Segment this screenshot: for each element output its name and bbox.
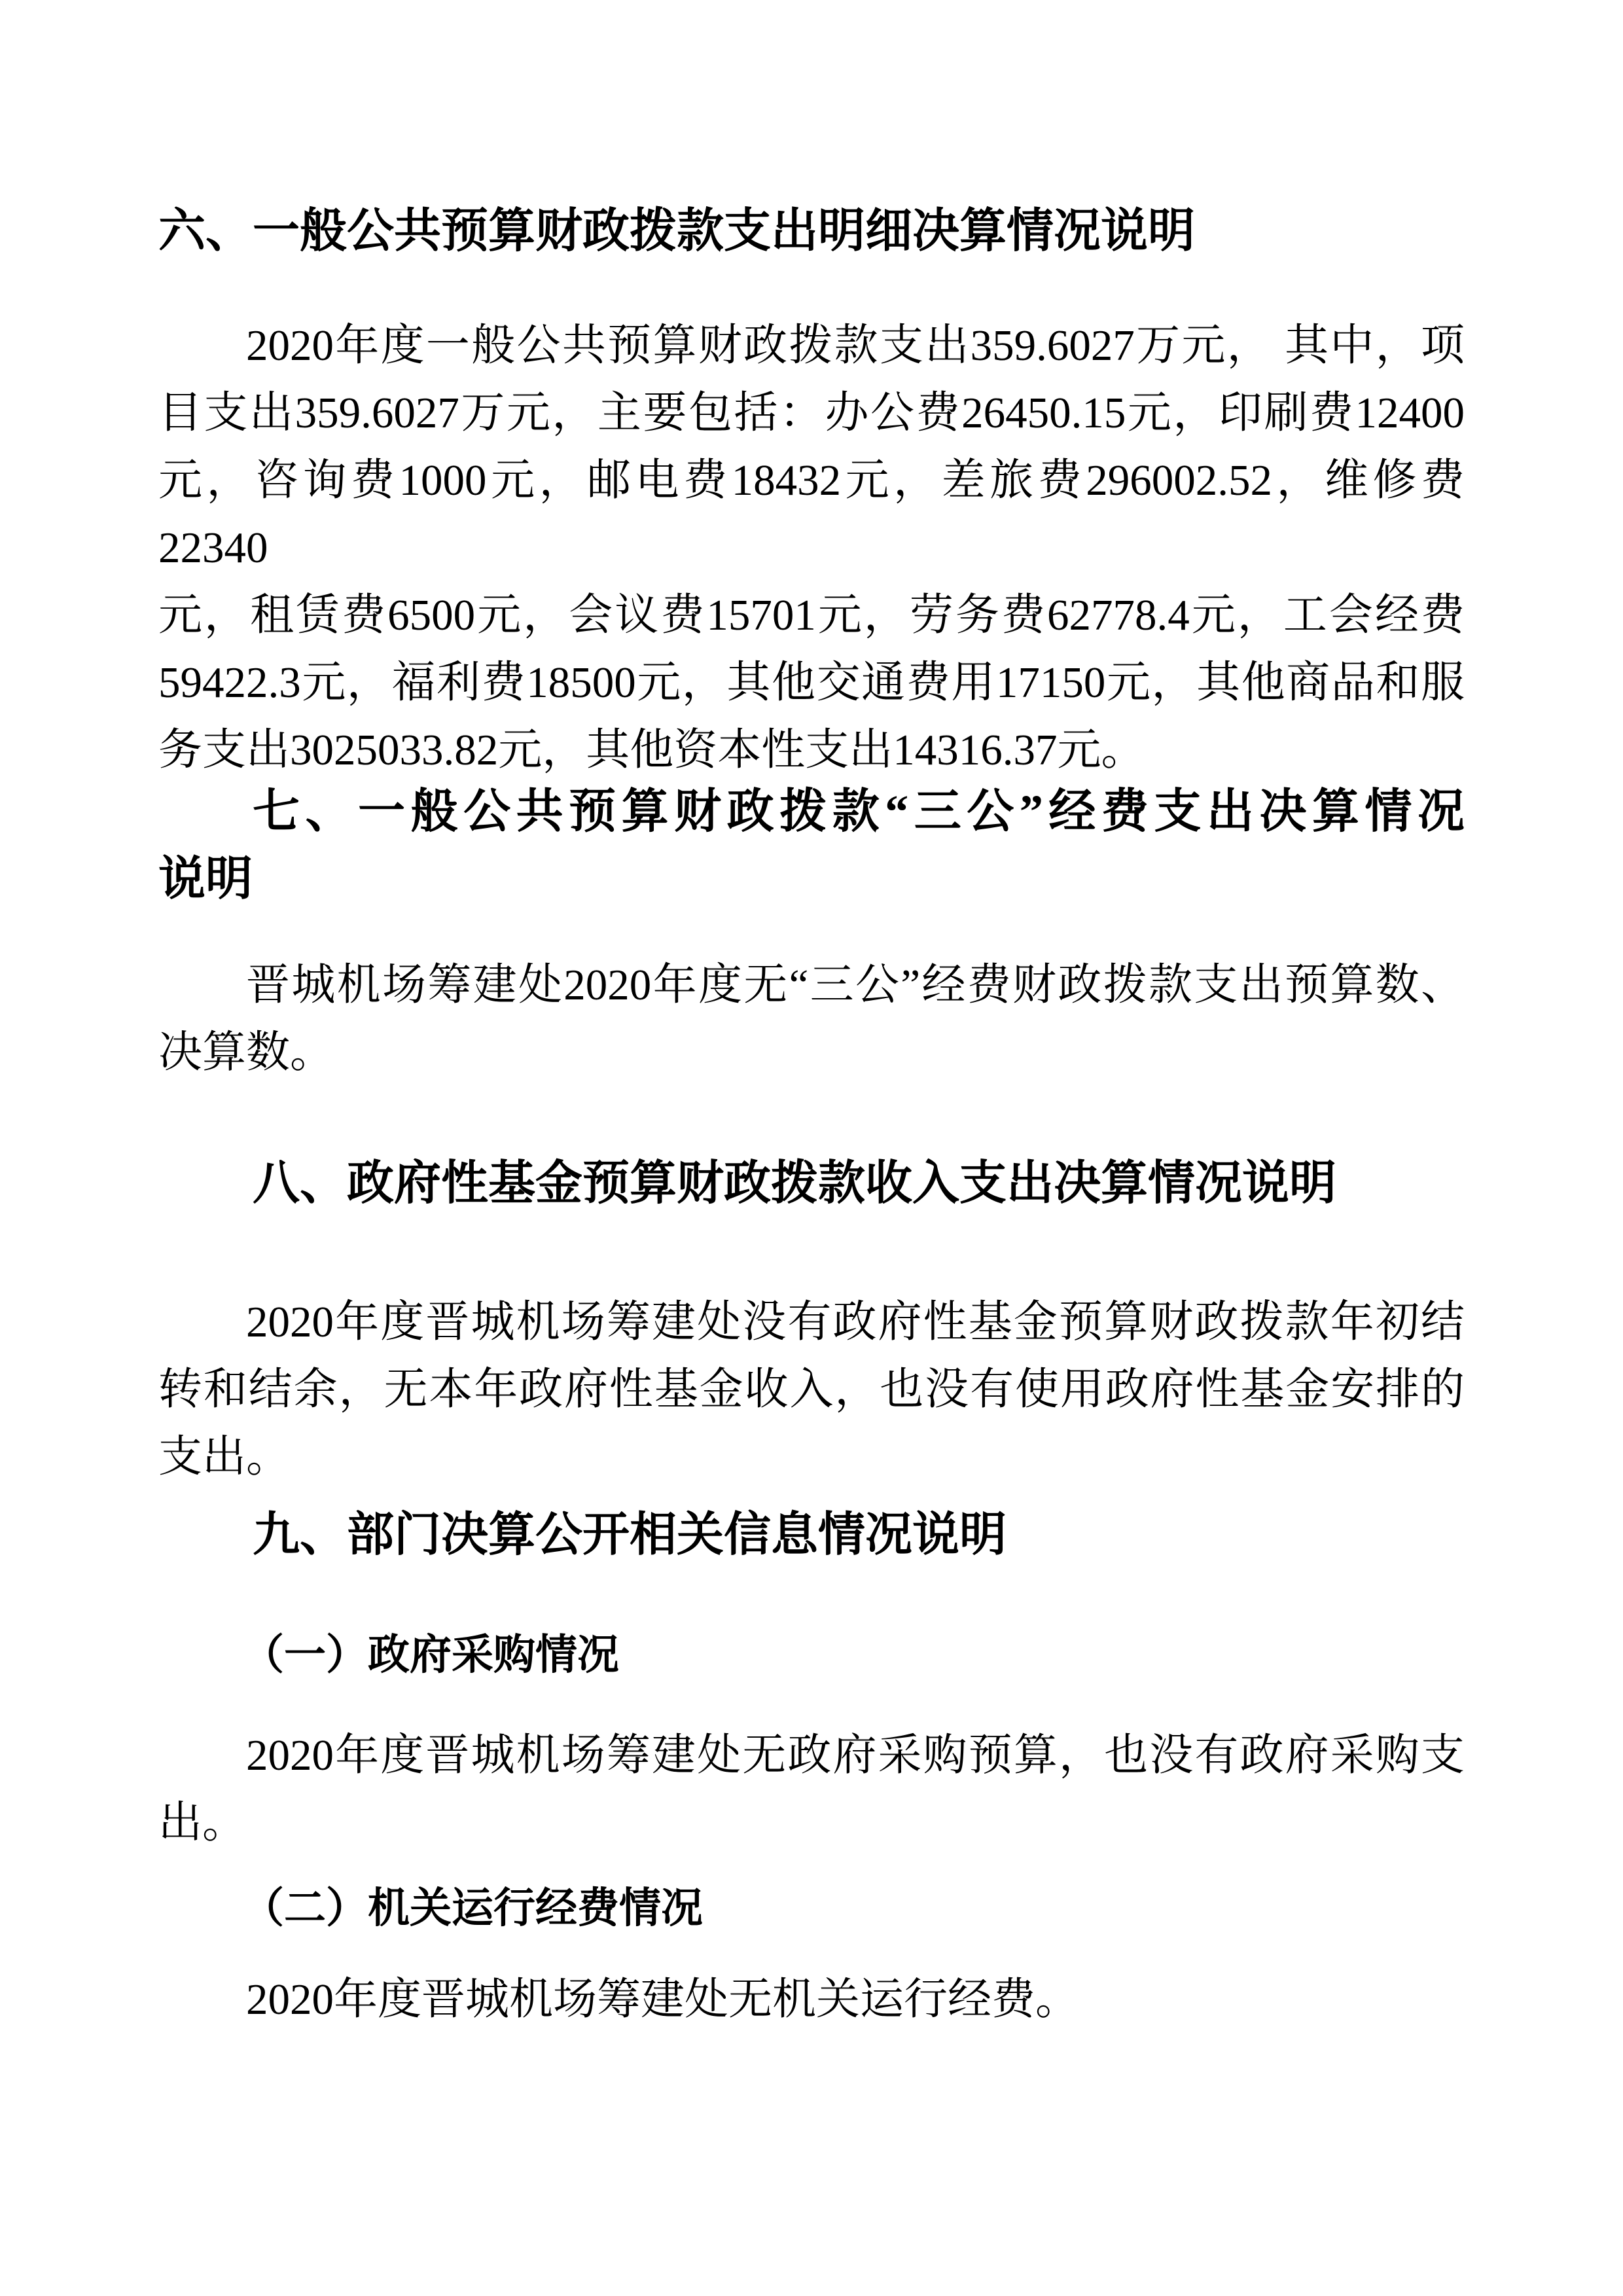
paragraph-8	[158, 1289, 1465, 1491]
paragraph-line: 目支出359.6027万元，主要包括：办公费26450.15元，印刷费12400	[158, 389, 1465, 437]
paragraph-line: 2020年度晋城机场筹建处没有政府性基金预算财政拨款年初结	[246, 1298, 1465, 1346]
subheading-9-2	[158, 1874, 1465, 1942]
paragraph-line: 出。	[158, 1799, 246, 1847]
heading-line: 说明	[158, 853, 253, 905]
section-heading-8	[158, 1150, 1465, 1217]
section-heading-7	[158, 778, 1465, 913]
paragraph-6	[158, 312, 1465, 784]
paragraph-line: 支出。	[158, 1433, 290, 1481]
paragraph-line: 晋城机场筹建处2020年度无“三公”经费财政拨款支出预算数、	[246, 961, 1465, 1009]
paragraph-9-2	[158, 1966, 1465, 2034]
section-heading-9	[158, 1501, 1465, 1569]
paragraph-line: 元，租赁费6500元，会议费15701元，劳务费62778.4元，工会经费	[158, 591, 1465, 639]
paragraph-line: 决算数。	[158, 1028, 334, 1077]
paragraph-7	[158, 952, 1465, 1086]
heading-line: 八、政府性基金预算财政拨款收入支出决算情况说明	[253, 1157, 1337, 1210]
paragraph-line: 元，咨询费1000元，邮电费18432元，差旅费296002.52，维修费22340	[158, 456, 1465, 572]
paragraph-line: 务支出3025033.82元，其他资本性支出14316.37元。	[158, 726, 1145, 774]
heading-line: 七、一般公共预算财政拨款“三公”经费支出决算情况	[253, 785, 1465, 838]
subheading-line: （二）机关运行经费情况	[242, 1885, 703, 1931]
heading-line: 六、一般公共预算财政拨款支出明细决算情况说明	[158, 205, 1196, 257]
paragraph-line: 2020年度晋城机场筹建处无政府采购预算，也没有政府采购支	[246, 1731, 1465, 1780]
paragraph-line: 59422.3元，福利费18500元，其他交通费用17150元，其他商品和服	[158, 658, 1465, 707]
paragraph-line: 转和结余，无本年政府性基金收入，也没有使用政府性基金安排的	[158, 1365, 1465, 1414]
subheading-line: （一）政府采购情况	[242, 1632, 619, 1678]
heading-line: 九、部门决算公开相关信息情况说明	[253, 1509, 1007, 1561]
paragraph-line: 2020年度一般公共预算财政拨款支出359.6027万元， 其中，项	[246, 321, 1465, 370]
section-heading-6	[158, 198, 1465, 265]
paragraph-line: 2020年度晋城机场筹建处无机关运行经费。	[246, 1975, 1079, 2024]
subheading-9-1	[158, 1621, 1465, 1689]
paragraph-9-1	[158, 1722, 1465, 1857]
